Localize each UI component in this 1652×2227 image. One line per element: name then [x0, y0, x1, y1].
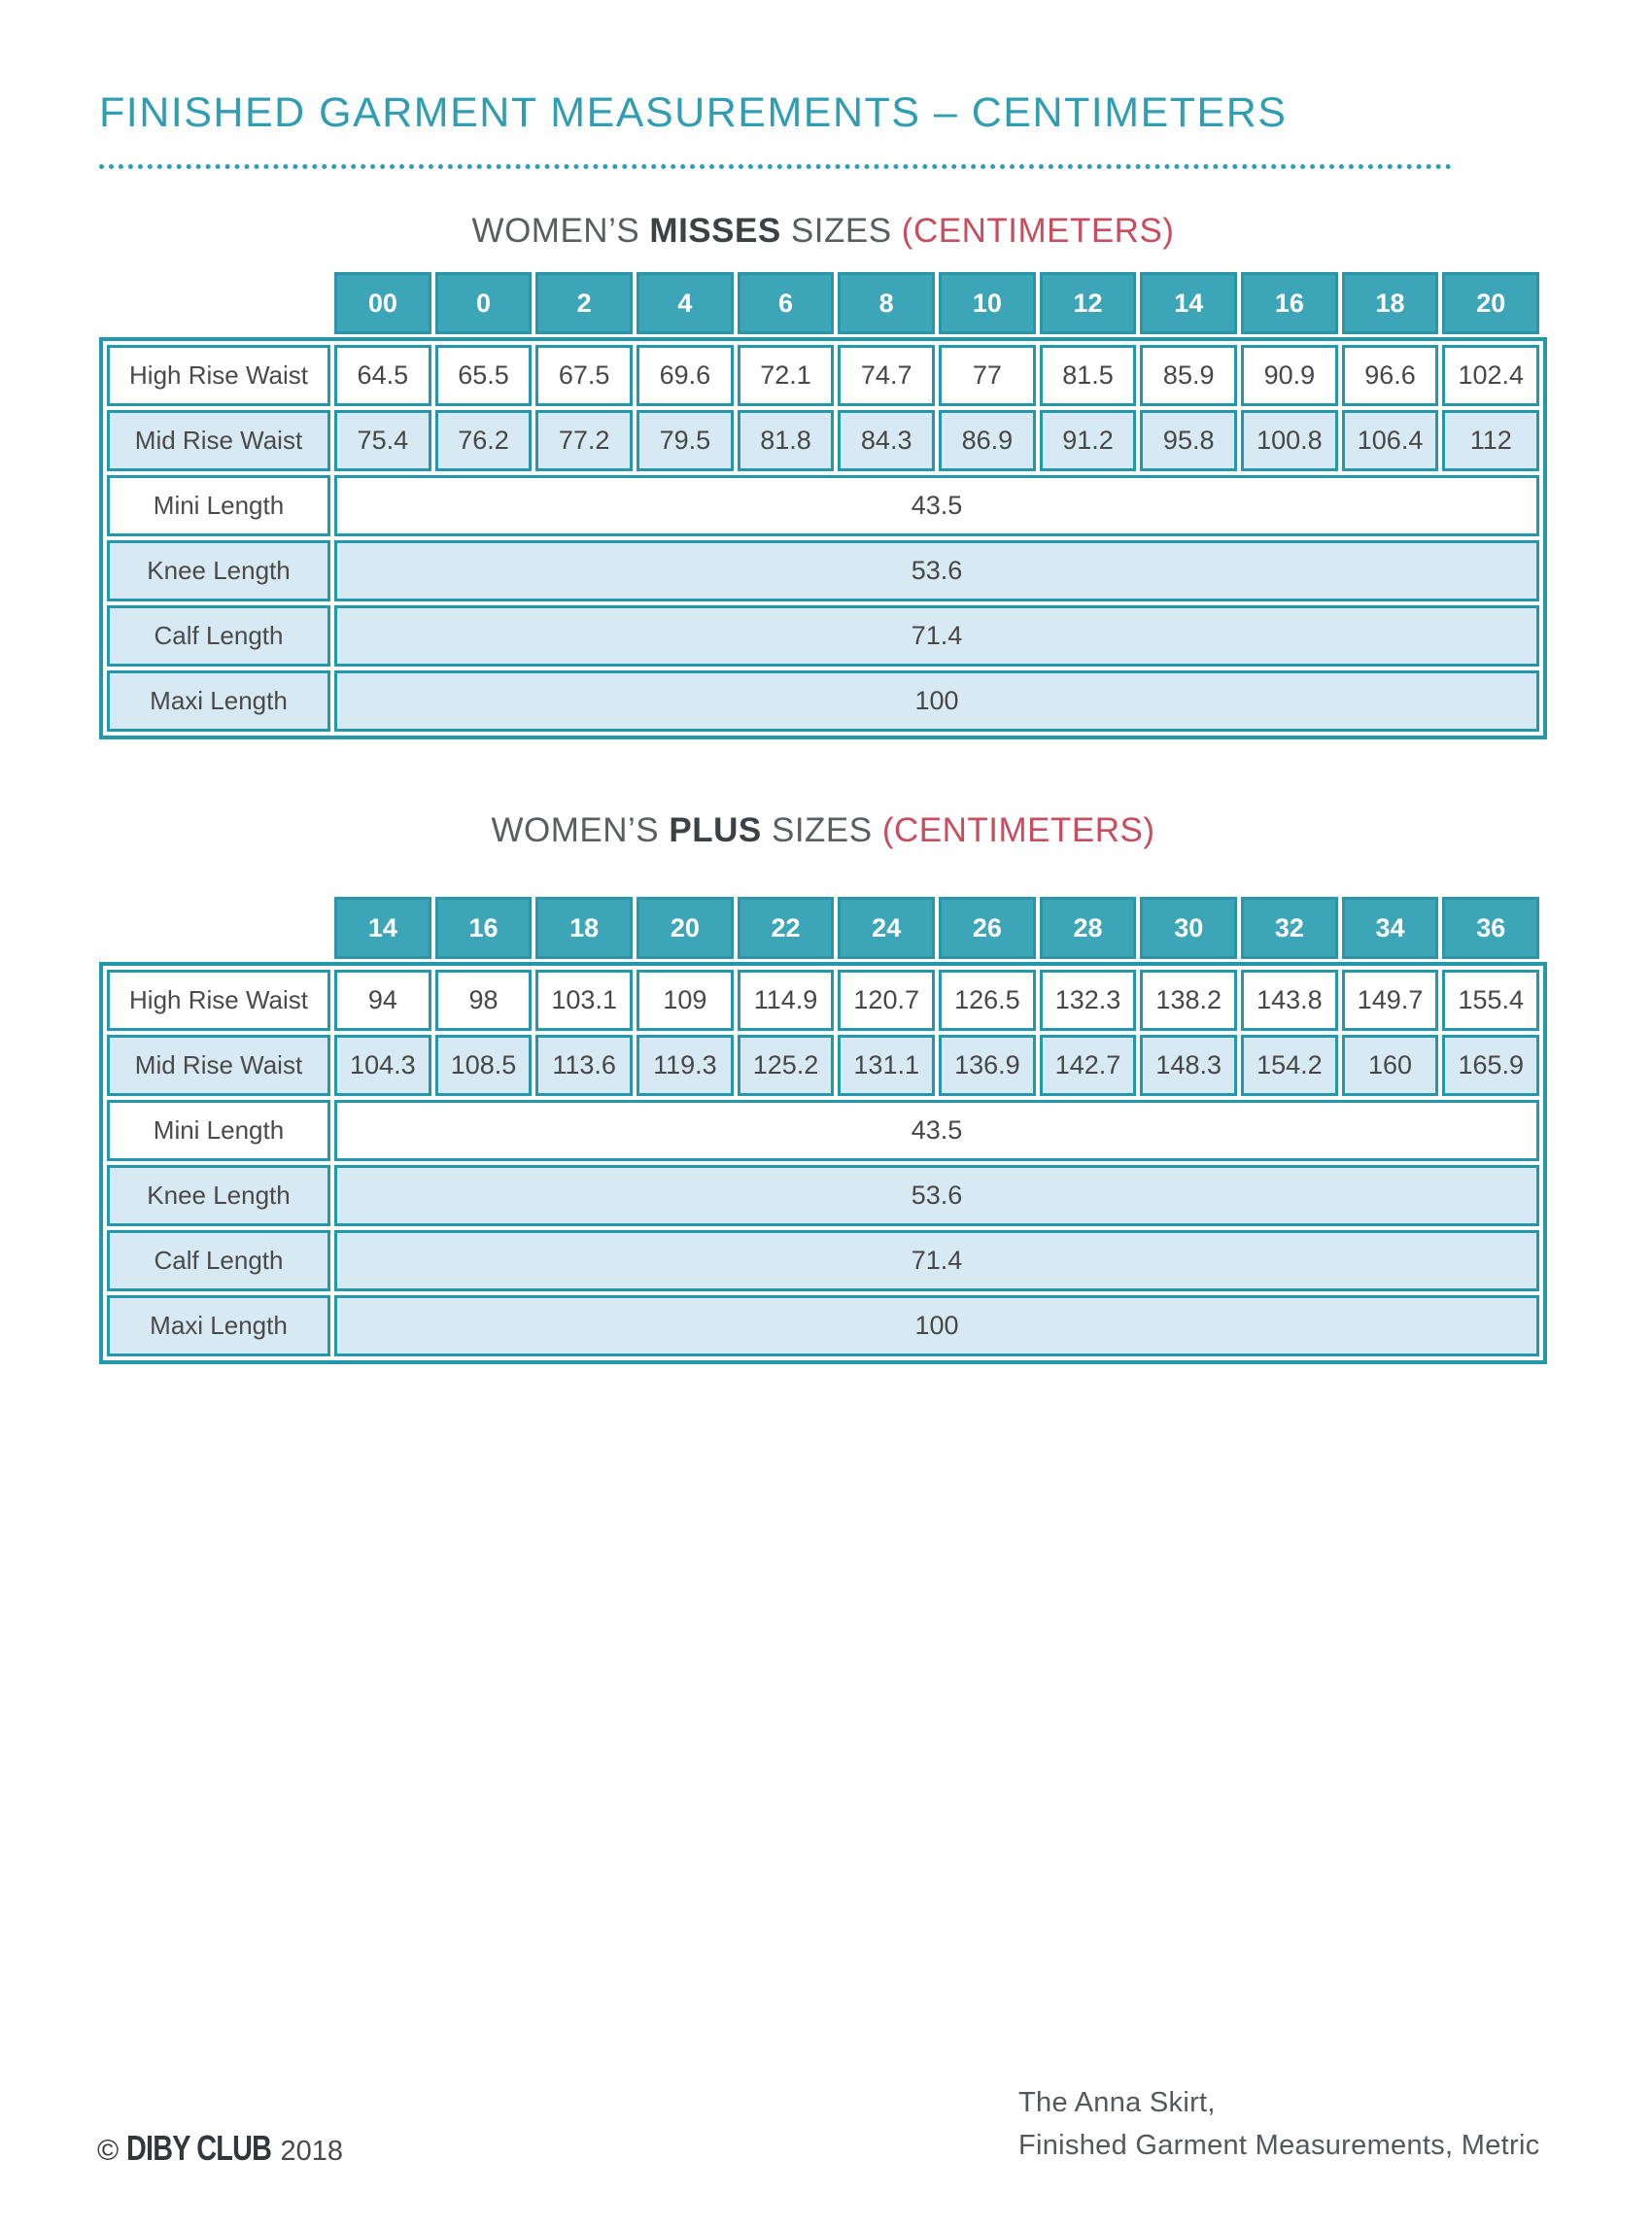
- size-column-header: 24: [838, 897, 935, 959]
- measurement-cell: 95.8: [1140, 410, 1237, 471]
- measurement-cell: 103.1: [535, 970, 633, 1031]
- measurement-cell: 102.4: [1442, 345, 1539, 406]
- document-info-line2: Finished Garment Measurements, Metric: [1018, 2130, 1540, 2161]
- copyright-year: 2018: [280, 2136, 343, 2167]
- page-title: FINISHED GARMENT MEASUREMENTS – CENTIMETERS: [99, 89, 1288, 136]
- measurement-cell: 100.8: [1241, 410, 1338, 471]
- misses-section: [99, 212, 1547, 739]
- plus-title-prefix: WOMEN’S: [491, 811, 660, 849]
- table-row: [107, 970, 1539, 1031]
- size-column-header: 18: [1342, 272, 1439, 334]
- misses-title-prefix: WOMEN’S: [471, 212, 640, 250]
- row-label: High Rise Waist: [107, 345, 330, 406]
- measurement-cell: 75.4: [334, 410, 431, 471]
- table-row: [107, 1230, 1539, 1291]
- merged-measurement-cell: 71.4: [334, 605, 1539, 667]
- table-row: [107, 1100, 1539, 1161]
- document-info-line1: The Anna Skirt,: [1018, 2087, 1216, 2118]
- table-row: [107, 1035, 1539, 1096]
- row-label: Mini Length: [107, 1100, 330, 1161]
- plus-size-table: [99, 897, 1547, 1364]
- measurement-cell: 98: [435, 970, 533, 1031]
- table-row: [107, 605, 1539, 667]
- row-label: Mini Length: [107, 475, 330, 536]
- size-column-header: 14: [334, 897, 431, 959]
- misses-title-unit: (CENTIMETERS): [901, 212, 1175, 250]
- measurement-cell: 94: [334, 970, 431, 1031]
- size-column-header: 10: [939, 272, 1036, 334]
- plus-section: [99, 811, 1547, 1364]
- size-column-header: 16: [1241, 272, 1338, 334]
- misses-size-table: [99, 272, 1547, 739]
- size-column-header: 14: [1140, 272, 1237, 334]
- row-label: High Rise Waist: [107, 970, 330, 1031]
- row-label: Calf Length: [107, 605, 330, 667]
- measurement-cell: 154.2: [1241, 1035, 1338, 1096]
- measurement-cell: 142.7: [1040, 1035, 1137, 1096]
- dotted-divider: [99, 164, 1452, 169]
- row-label: Knee Length: [107, 540, 330, 601]
- misses-title-emphasis: MISSES: [649, 212, 781, 250]
- size-column-header: 34: [1342, 897, 1439, 959]
- plus-title-suffix: SIZES: [771, 811, 873, 849]
- measurement-cell: 84.3: [838, 410, 935, 471]
- measurement-cell: 126.5: [939, 970, 1036, 1031]
- size-column-header: 28: [1040, 897, 1137, 959]
- size-column-header: 36: [1442, 897, 1539, 959]
- size-column-header: 0: [435, 272, 533, 334]
- measurement-cell: 108.5: [435, 1035, 533, 1096]
- copyright-icon: ©: [97, 2135, 120, 2167]
- measurement-cell: 81.5: [1040, 345, 1137, 406]
- size-column-header: 20: [637, 897, 734, 959]
- measurement-cell: 77: [939, 345, 1036, 406]
- merged-measurement-cell: 53.6: [334, 1165, 1539, 1226]
- row-label: Knee Length: [107, 1165, 330, 1226]
- size-column-header: 30: [1140, 897, 1237, 959]
- table-row: [107, 345, 1539, 406]
- measurement-cell: 132.3: [1040, 970, 1137, 1031]
- misses-table-title: [99, 212, 1547, 251]
- row-label: Maxi Length: [107, 1295, 330, 1356]
- size-column-header: 16: [435, 897, 533, 959]
- measurement-cell: 113.6: [535, 1035, 633, 1096]
- size-column-header: 6: [738, 272, 835, 334]
- merged-measurement-cell: 100: [334, 670, 1539, 732]
- table-row: [107, 540, 1539, 601]
- measurement-cell: 119.3: [637, 1035, 734, 1096]
- measurement-cell: 112: [1442, 410, 1539, 471]
- size-column-header: 20: [1442, 272, 1539, 334]
- measurement-cell: 114.9: [738, 970, 835, 1031]
- size-column-header: 26: [939, 897, 1036, 959]
- table-body: [99, 337, 1547, 739]
- size-column-header: 12: [1040, 272, 1137, 334]
- measurement-cell: 131.1: [838, 1035, 935, 1096]
- plus-title-unit: (CENTIMETERS): [881, 811, 1155, 849]
- brand-logo: DIBY CLUB: [126, 2128, 272, 2168]
- plus-title-emphasis: PLUS: [669, 811, 762, 849]
- size-header-row: [334, 272, 1539, 334]
- table-row: [107, 1165, 1539, 1226]
- footer-copyright: [97, 2128, 343, 2169]
- measurement-cell: 104.3: [334, 1035, 431, 1096]
- merged-measurement-cell: 71.4: [334, 1230, 1539, 1291]
- table-row: [107, 410, 1539, 471]
- measurement-cell: 138.2: [1140, 970, 1237, 1031]
- size-column-header: 00: [334, 272, 431, 334]
- merged-measurement-cell: 100: [334, 1295, 1539, 1356]
- measurement-cell: 81.8: [738, 410, 835, 471]
- table-row: [107, 1295, 1539, 1356]
- measurement-cell: 77.2: [535, 410, 633, 471]
- measurement-cell: 136.9: [939, 1035, 1036, 1096]
- measurement-cell: 86.9: [939, 410, 1036, 471]
- measurement-cell: 90.9: [1241, 345, 1338, 406]
- measurement-cell: 155.4: [1442, 970, 1539, 1031]
- measurement-cell: 160: [1342, 1035, 1439, 1096]
- row-label: Maxi Length: [107, 670, 330, 732]
- measurement-cell: 149.7: [1342, 970, 1439, 1031]
- row-label: Calf Length: [107, 1230, 330, 1291]
- plus-table-title: [99, 811, 1547, 850]
- measurement-cell: 76.2: [435, 410, 533, 471]
- measurement-cell: 148.3: [1140, 1035, 1237, 1096]
- page-content: [99, 89, 1547, 1364]
- size-column-header: 18: [535, 897, 633, 959]
- measurement-cell: 85.9: [1140, 345, 1237, 406]
- measurement-cell: 165.9: [1442, 1035, 1539, 1096]
- measurement-cell: 67.5: [535, 345, 633, 406]
- measurement-cell: 91.2: [1040, 410, 1137, 471]
- row-label: Mid Rise Waist: [107, 1035, 330, 1096]
- merged-measurement-cell: 43.5: [334, 1100, 1539, 1161]
- size-column-header: 8: [838, 272, 935, 334]
- table-body: [99, 962, 1547, 1364]
- size-header-row: [334, 897, 1539, 959]
- footer-document-info: [1018, 2081, 1540, 2167]
- measurement-cell: 143.8: [1241, 970, 1338, 1031]
- measurement-cell: 65.5: [435, 345, 533, 406]
- measurement-cell: 74.7: [838, 345, 935, 406]
- measurement-cell: 106.4: [1342, 410, 1439, 471]
- measurement-cell: 109: [637, 970, 734, 1031]
- measurement-cell: 64.5: [334, 345, 431, 406]
- measurement-cell: 69.6: [637, 345, 734, 406]
- measurement-cell: 120.7: [838, 970, 935, 1031]
- merged-measurement-cell: 53.6: [334, 540, 1539, 601]
- measurement-cell: 72.1: [738, 345, 835, 406]
- merged-measurement-cell: 43.5: [334, 475, 1539, 536]
- size-column-header: 2: [535, 272, 633, 334]
- table-row: [107, 670, 1539, 732]
- row-label: Mid Rise Waist: [107, 410, 330, 471]
- size-column-header: 32: [1241, 897, 1338, 959]
- measurement-cell: 96.6: [1342, 345, 1439, 406]
- size-column-header: 22: [738, 897, 835, 959]
- size-column-header: 4: [637, 272, 734, 334]
- measurement-cell: 125.2: [738, 1035, 835, 1096]
- table-row: [107, 475, 1539, 536]
- misses-title-suffix: SIZES: [790, 212, 892, 250]
- measurement-cell: 79.5: [637, 410, 734, 471]
